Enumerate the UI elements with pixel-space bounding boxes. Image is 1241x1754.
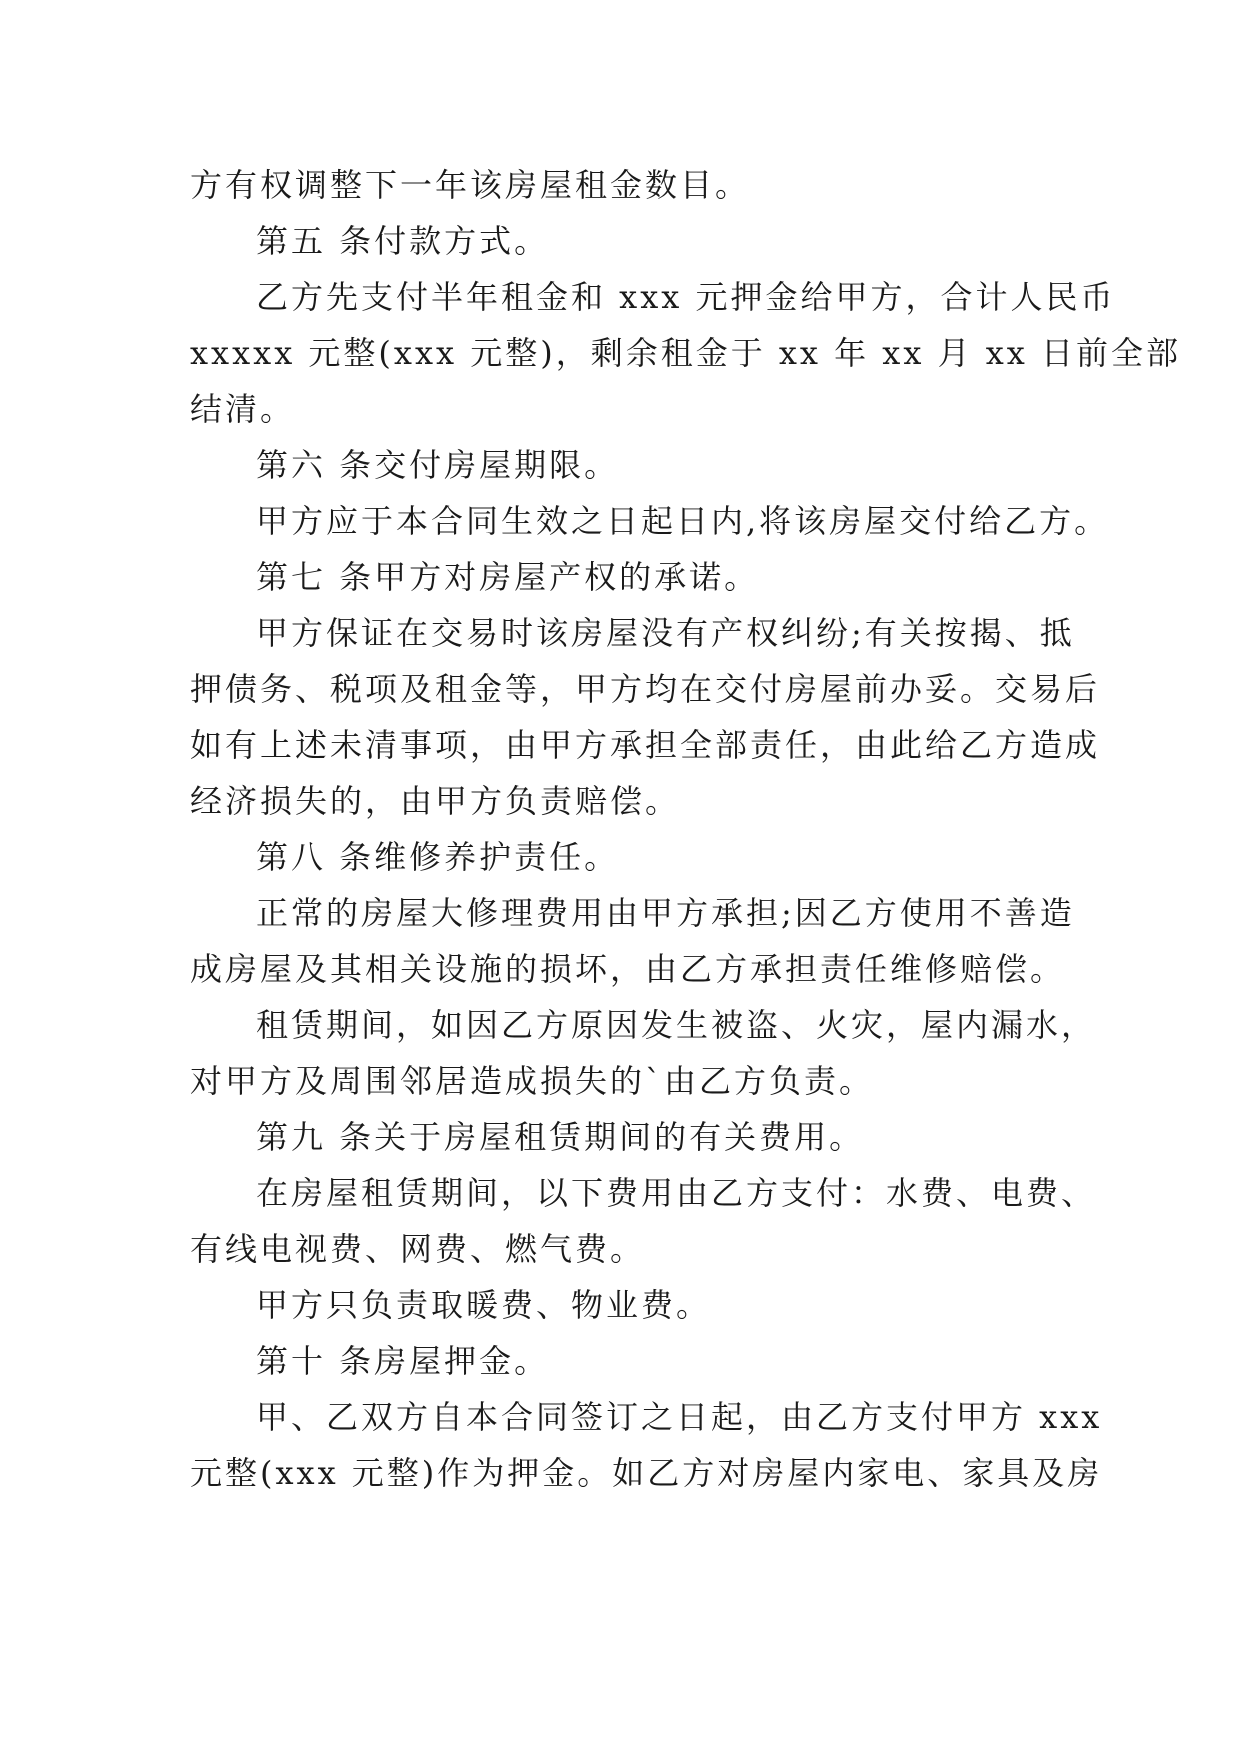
text-line: 乙方先支付半年租金和 xxx 元押金给甲方，合计人民币	[256, 278, 1116, 316]
text-line: 如有上述未清事项，由甲方承担全部责任，由此给乙方造成	[190, 726, 1101, 764]
text-line: xxxxx 元整(xxx 元整)，剩余租金于 xx 年 xx 月 xx 日前全部	[190, 334, 1182, 372]
article-heading: 第十 条房屋押金。	[256, 1342, 550, 1380]
article-heading: 第九 条关于房屋租赁期间的有关费用。	[256, 1118, 865, 1156]
text-line: 押债务、税项及租金等，甲方均在交付房屋前办妥。交易后	[190, 670, 1101, 708]
text-line: 甲方应于本合同生效之日起日内,将该房屋交付给乙方。	[256, 502, 1110, 540]
article-heading: 第五 条付款方式。	[256, 222, 550, 260]
text-line: 方有权调整下一年该房屋租金数目。	[190, 166, 751, 204]
text-line: 有线电视费、网费、燃气费。	[190, 1230, 646, 1268]
text-line: 正常的房屋大修理费用由甲方承担;因乙方使用不善造	[256, 894, 1075, 932]
text-line: 经济损失的，由甲方负责赔偿。	[190, 782, 681, 820]
article-heading: 第六 条交付房屋期限。	[256, 446, 620, 484]
text-line: 元整(xxx 元整)作为押金。如乙方对房屋内家电、家具及房	[190, 1454, 1103, 1492]
text-line: 成房屋及其相关设施的损坏，由乙方承担责任维修赔偿。	[190, 950, 1066, 988]
text-line: 甲、乙双方自本合同签订之日起，由乙方支付甲方 xxx	[256, 1398, 1103, 1436]
text-line: 甲方只负责取暖费、物业费。	[256, 1286, 712, 1324]
article-heading: 第七 条甲方对房屋产权的承诺。	[256, 558, 760, 596]
text-line: 在房屋租赁期间，以下费用由乙方支付：水费、电费、	[256, 1174, 1097, 1212]
text-line: 对甲方及周围邻居造成损失的`由乙方负责。	[190, 1062, 875, 1100]
text-line: 甲方保证在交易时该房屋没有产权纠纷;有关按揭、抵	[256, 614, 1075, 652]
text-line: 租赁期间，如因乙方原因发生被盗、火灾，屋内漏水，	[256, 1006, 1097, 1044]
text-line: 结清。	[190, 390, 296, 428]
article-heading: 第八 条维修养护责任。	[256, 838, 620, 876]
